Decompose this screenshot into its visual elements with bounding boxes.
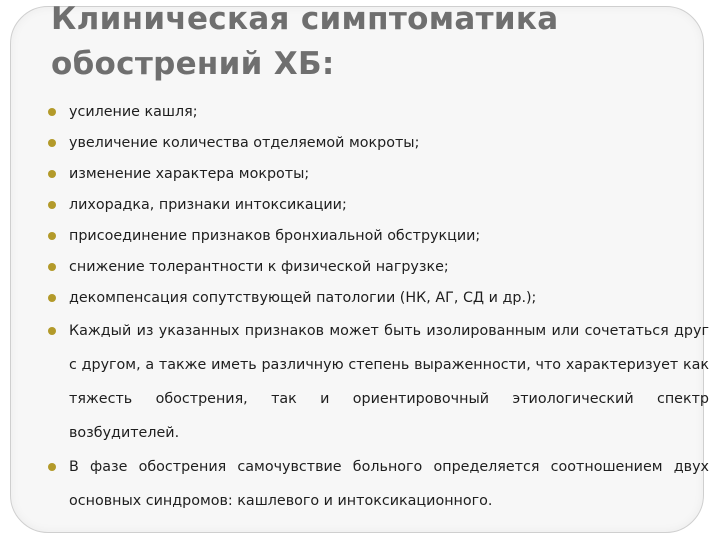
list-item-text: увеличение количества отделяемой мокроты; — [69, 135, 420, 151]
list-item-text: изменение характера мокроты; — [69, 166, 310, 182]
list-item — [48, 252, 709, 283]
list-item-text: снижение толерантности к физической нагрузке; — [69, 259, 449, 275]
list-item — [48, 190, 709, 221]
slide-title: Клиническая симптоматика обострений ХБ: — [51, 1, 559, 82]
list-item — [48, 97, 709, 128]
bullet-icon — [48, 201, 56, 209]
list-item-text: декомпенсация сопутствующей патологии (НК, АГ, СД и др.); — [69, 290, 537, 306]
bullet-icon — [48, 327, 56, 335]
list-item-text: присоединение признаков бронхиальной обструкции; — [69, 228, 481, 244]
list-item-text: усиление кашля; — [69, 104, 198, 120]
list-item — [48, 314, 709, 450]
bullet-icon — [48, 232, 56, 240]
list-item-text: лихорадка, признаки интоксикации; — [69, 197, 347, 213]
list-item — [48, 221, 709, 252]
bullet-icon — [48, 108, 56, 116]
list-item — [48, 283, 709, 314]
bullet-icon — [48, 263, 56, 271]
list-item-text: В фазе обострения самочувствие больного определяется соотношением двух основных синдромов: кашлевого и интоксикационного. — [69, 459, 709, 509]
bullet-icon — [48, 294, 56, 302]
slide-frame — [10, 1, 709, 533]
bullet-icon — [48, 139, 56, 147]
bullet-icon — [48, 170, 56, 178]
list-item — [48, 159, 709, 190]
bullet-list — [48, 97, 709, 518]
list-item — [48, 450, 709, 518]
list-item — [48, 128, 709, 159]
list-item-text: Каждый из указанных признаков может быть изолированным или сочетаться друг с другом, а также иметь различную степень выраженности, что характеризует как тяжесть обострения, так и ориентировочный этиологический спектр возбудителей. — [69, 323, 709, 441]
bullet-icon — [48, 463, 56, 471]
